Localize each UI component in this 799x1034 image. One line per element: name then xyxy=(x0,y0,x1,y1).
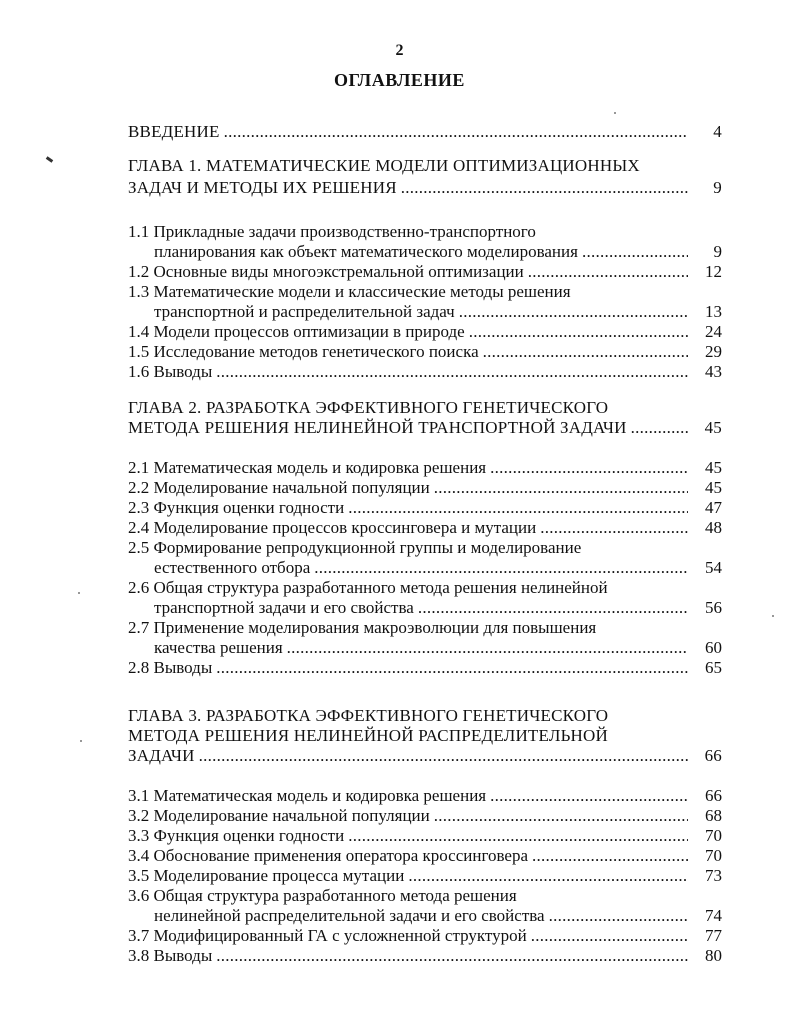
leader-dots xyxy=(549,906,688,926)
toc-entry[interactable] xyxy=(128,262,722,282)
entry-label: ВВЕДЕНИЕ xyxy=(128,122,220,141)
entry-label: 3.3 Функция оценки годности xyxy=(128,826,345,845)
entry-label-cont: планирования как объект математического моделирования xyxy=(154,242,578,261)
entry-label: 2.3 Функция оценки годности xyxy=(128,498,345,517)
chapter-title-line: ГЛАВА 2. РАЗРАБОТКА ЭФФЕКТИВНОГО ГЕНЕТИЧЕСКОГО xyxy=(128,398,609,417)
entry-label: 3.8 Выводы xyxy=(128,946,213,965)
entry-page: 12 xyxy=(705,262,722,281)
leader-dots xyxy=(528,262,688,282)
leader-dots xyxy=(216,362,688,382)
leader-dots xyxy=(531,926,688,946)
toc-entry[interactable] xyxy=(128,658,722,678)
entry-label: 2.7 Применение моделирования макроэволюции для повышения xyxy=(128,618,597,637)
toc-entry[interactable] xyxy=(128,826,722,846)
entry-label: 1.1 Прикладные задачи производственно-транспортного xyxy=(128,222,536,241)
entry-label: 1.2 Основные виды многоэкстремальной оптимизации xyxy=(128,262,524,281)
leader-dots xyxy=(434,806,688,826)
chapter-3-heading[interactable] xyxy=(128,706,722,766)
toc-entry[interactable] xyxy=(128,342,722,362)
entry-label: 2.1 Математическая модель и кодировка решения xyxy=(128,458,487,477)
page-title: ОГЛАВЛЕНИЕ xyxy=(334,70,465,90)
toc-entry[interactable] xyxy=(128,282,722,322)
leader-dots xyxy=(287,638,688,658)
leader-dots xyxy=(459,302,688,322)
leader-dots xyxy=(418,598,688,618)
leader-dots xyxy=(434,478,688,498)
entry-label: 3.5 Моделирование процесса мутации xyxy=(128,866,405,885)
toc-entry[interactable] xyxy=(128,946,722,966)
leader-dots xyxy=(540,518,688,538)
leader-dots xyxy=(216,658,688,678)
scan-speck xyxy=(78,592,80,594)
entry-label-cont: естественного отбора xyxy=(154,558,311,577)
toc-intro xyxy=(128,122,722,142)
chapter-2-sections xyxy=(128,458,722,678)
leader-dots xyxy=(401,178,688,198)
entry-label: 1.3 Математические модели и классические методы решения xyxy=(128,282,571,301)
entry-page: 54 xyxy=(705,558,722,577)
toc-entry[interactable] xyxy=(128,786,722,806)
entry-label: 2.6 Общая структура разработанного метода решения нелинейной xyxy=(128,578,608,597)
page-number: 2 xyxy=(395,42,404,59)
toc-entry[interactable] xyxy=(128,362,722,382)
entry-page: 77 xyxy=(705,926,722,945)
entry-page: 73 xyxy=(705,866,722,885)
toc-entry[interactable] xyxy=(128,866,722,886)
entry-page: 45 xyxy=(704,418,722,437)
chapter-1-heading[interactable] xyxy=(128,156,722,198)
toc-entry[interactable] xyxy=(128,458,722,478)
entry-label: 1.5 Исследование методов генетического поиска xyxy=(128,342,479,361)
entry-page: 68 xyxy=(705,806,722,825)
chapter-title-line: ЗАДАЧИ xyxy=(128,746,195,765)
entry-label: 3.2 Моделирование начальной популяции xyxy=(128,806,430,825)
chapter-1-sections xyxy=(128,222,722,382)
chapter-title-line: ЗАДАЧ И МЕТОДЫ ИХ РЕШЕНИЯ xyxy=(128,178,397,197)
leader-dots xyxy=(483,342,688,362)
scan-mark xyxy=(46,156,53,162)
scan-speck xyxy=(80,740,82,742)
entry-page: 74 xyxy=(705,906,722,925)
entry-label: 3.7 Модифицированный ГА с усложненной структурой xyxy=(128,926,527,945)
toc-entry[interactable] xyxy=(128,518,722,538)
entry-label: 2.5 Формирование репродукционной группы и моделирование xyxy=(128,538,582,557)
entry-label: 1.6 Выводы xyxy=(128,362,213,381)
entry-label-cont: нелинейной распределительной задачи и его свойства xyxy=(154,906,545,925)
entry-page: 70 xyxy=(705,826,722,845)
toc-entry[interactable] xyxy=(128,926,722,946)
chapter-title-line: МЕТОДА РЕШЕНИЯ НЕЛИНЕЙНОЙ РАСПРЕДЕЛИТЕЛЬНОЙ xyxy=(128,726,608,745)
toc-entry[interactable] xyxy=(128,578,722,618)
entry-label-cont: транспортной и распределительной задач xyxy=(154,302,455,321)
leader-dots xyxy=(532,846,688,866)
leader-dots xyxy=(631,418,688,438)
leader-dots xyxy=(582,242,688,262)
toc-entry[interactable] xyxy=(128,846,722,866)
leader-dots xyxy=(348,498,688,518)
scan-speck xyxy=(614,112,616,114)
leader-dots xyxy=(216,946,688,966)
entry-page: 29 xyxy=(705,342,722,361)
leader-dots xyxy=(348,826,688,846)
entry-page: 9 xyxy=(713,242,722,261)
entry-page: 9 xyxy=(713,178,722,197)
toc-entry[interactable] xyxy=(128,222,722,262)
entry-page: 70 xyxy=(705,846,722,865)
entry-label: 2.4 Моделирование процессов кроссинговера и мутации xyxy=(128,518,537,537)
entry-page: 66 xyxy=(705,786,722,805)
entry-page: 48 xyxy=(705,518,722,537)
leader-dots xyxy=(469,322,688,342)
entry-label-cont: качества решения xyxy=(154,638,283,657)
leader-dots xyxy=(408,866,688,886)
leader-dots xyxy=(224,122,688,142)
chapter-title-line: МЕТОДА РЕШЕНИЯ НЕЛИНЕЙНОЙ ТРАНСПОРТНОЙ ЗАДАЧИ xyxy=(128,418,627,437)
entry-page: 13 xyxy=(705,302,722,321)
entry-page: 45 xyxy=(705,458,722,477)
entry-page: 56 xyxy=(705,598,722,617)
chapter-2-heading[interactable] xyxy=(128,398,722,438)
entry-label: 2.8 Выводы xyxy=(128,658,213,677)
entry-label-cont: транспортной задачи и его свойства xyxy=(154,598,414,617)
chapter-title-line: ГЛАВА 3. РАЗРАБОТКА ЭФФЕКТИВНОГО ГЕНЕТИЧЕСКОГО xyxy=(128,706,609,725)
entry-page: 65 xyxy=(705,658,722,677)
chapter-3-sections xyxy=(128,786,722,966)
toc-entry[interactable] xyxy=(128,498,722,518)
leader-dots xyxy=(199,746,688,766)
toc-entry[interactable] xyxy=(128,478,722,498)
chapter-title-line: ГЛАВА 1. МАТЕМАТИЧЕСКИЕ МОДЕЛИ ОПТИМИЗАЦИОННЫХ xyxy=(128,156,640,175)
entry-label: 1.4 Модели процессов оптимизации в природе xyxy=(128,322,465,341)
entry-page: 60 xyxy=(705,638,722,657)
entry-page: 24 xyxy=(705,322,722,341)
toc-entry[interactable] xyxy=(128,806,722,826)
entry-page: 80 xyxy=(705,946,722,965)
entry-page: 4 xyxy=(713,122,722,141)
entry-label: 3.1 Математическая модель и кодировка решения xyxy=(128,786,487,805)
entry-label: 3.6 Общая структура разработанного метода решения xyxy=(128,886,517,905)
entry-page: 47 xyxy=(705,498,722,517)
entry-page: 45 xyxy=(705,478,722,497)
entry-page: 66 xyxy=(704,746,722,765)
toc-entry[interactable] xyxy=(128,122,722,142)
toc-entry[interactable] xyxy=(128,886,722,926)
entry-page: 43 xyxy=(705,362,722,381)
leader-dots xyxy=(490,786,688,806)
entry-label: 2.2 Моделирование начальной популяции xyxy=(128,478,430,497)
entry-label: 3.4 Обоснование применения оператора кроссинговера xyxy=(128,846,529,865)
leader-dots xyxy=(314,558,688,578)
leader-dots xyxy=(490,458,688,478)
scan-speck xyxy=(772,615,774,617)
toc-entry[interactable] xyxy=(128,618,722,658)
toc-entry[interactable] xyxy=(128,322,722,342)
toc-entry[interactable] xyxy=(128,538,722,578)
